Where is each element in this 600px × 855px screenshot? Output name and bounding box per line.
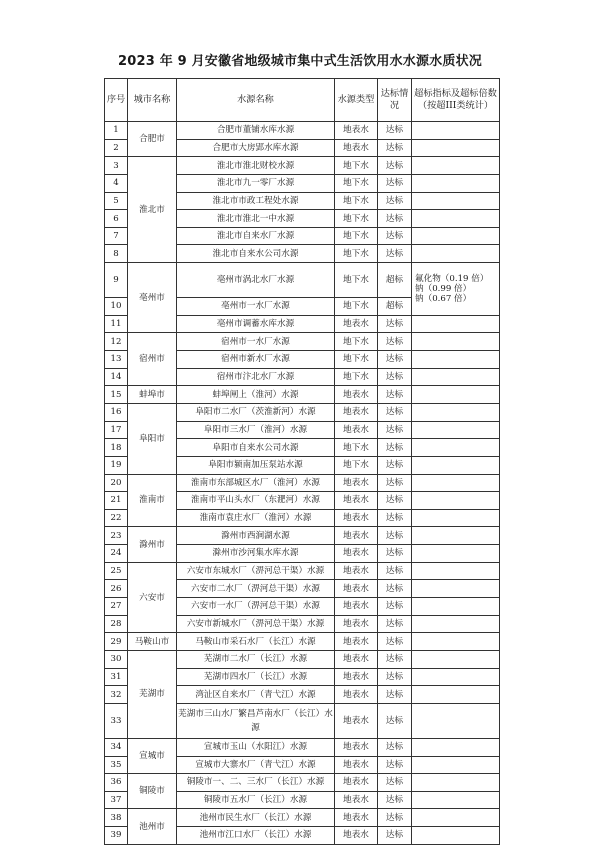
status-value: 超标 xyxy=(378,263,412,298)
status-value: 达标 xyxy=(378,703,412,738)
source-name: 六安市东城水厂（淠河总干渠）水源 xyxy=(177,562,335,580)
row-number: 3 xyxy=(105,157,128,175)
exceed-empty xyxy=(412,791,500,809)
exceed-empty xyxy=(412,562,500,580)
source-name: 阜阳市三水厂（淮河）水源 xyxy=(177,421,335,439)
row-number: 14 xyxy=(105,368,128,386)
source-type: 地表水 xyxy=(335,598,378,616)
city-name: 宣城市 xyxy=(128,738,177,773)
header-type: 水源类型 xyxy=(335,79,378,122)
status-value: 达标 xyxy=(378,738,412,756)
table-row xyxy=(105,738,500,756)
status-value: 达标 xyxy=(378,492,412,510)
source-type: 地表水 xyxy=(335,509,378,527)
exceed-empty xyxy=(412,210,500,228)
row-number: 39 xyxy=(105,827,128,845)
exceed-empty xyxy=(412,809,500,827)
source-type: 地下水 xyxy=(335,351,378,369)
row-number: 38 xyxy=(105,809,128,827)
source-type: 地表水 xyxy=(335,474,378,492)
source-name: 淮北市九一零厂水源 xyxy=(177,174,335,192)
source-name: 湾沚区自来水厂（青弋江）水源 xyxy=(177,686,335,704)
source-name: 宿州市一水厂水源 xyxy=(177,333,335,351)
row-number: 23 xyxy=(105,527,128,545)
status-value: 达标 xyxy=(378,386,412,404)
status-value: 达标 xyxy=(378,598,412,616)
row-number: 31 xyxy=(105,668,128,686)
exceed-empty xyxy=(412,633,500,651)
exceed-empty xyxy=(412,545,500,563)
source-name: 淮北市淮北财校水源 xyxy=(177,157,335,175)
exceed-empty xyxy=(412,474,500,492)
status-value: 达标 xyxy=(378,686,412,704)
table-row xyxy=(105,333,500,351)
exceed-empty xyxy=(412,580,500,598)
status-value: 达标 xyxy=(378,756,412,774)
source-type: 地表水 xyxy=(335,580,378,598)
water-quality-table xyxy=(104,78,500,845)
city-name: 淮南市 xyxy=(128,474,177,527)
source-type: 地下水 xyxy=(335,174,378,192)
row-number: 12 xyxy=(105,333,128,351)
source-name: 铜陵市五水厂（长江）水源 xyxy=(177,791,335,809)
exceed-empty xyxy=(412,174,500,192)
source-type: 地下水 xyxy=(335,210,378,228)
source-name: 淮北市自来水厂水源 xyxy=(177,227,335,245)
row-number: 2 xyxy=(105,139,128,157)
source-name: 阜阳市自来水公司水源 xyxy=(177,439,335,457)
row-number: 8 xyxy=(105,245,128,263)
source-name: 淮南市东部城区水厂（淮河）水源 xyxy=(177,474,335,492)
source-type: 地表水 xyxy=(335,492,378,510)
exceed-empty xyxy=(412,122,500,140)
table-row xyxy=(105,403,500,421)
row-number: 10 xyxy=(105,298,128,316)
source-type: 地表水 xyxy=(335,545,378,563)
source-type: 地表水 xyxy=(335,562,378,580)
row-number: 29 xyxy=(105,633,128,651)
header-seq: 序号 xyxy=(105,79,128,122)
exceed-empty xyxy=(412,157,500,175)
exceed-empty xyxy=(412,421,500,439)
city-name: 合肥市 xyxy=(128,122,177,157)
source-name: 淮南市平山头水厂（东淝河）水源 xyxy=(177,492,335,510)
status-value: 达标 xyxy=(378,403,412,421)
table-body xyxy=(105,122,500,845)
row-number: 15 xyxy=(105,386,128,404)
source-name: 淮北市市政工程处水源 xyxy=(177,192,335,210)
table-row xyxy=(105,157,500,175)
source-type: 地下水 xyxy=(335,263,378,298)
status-value: 达标 xyxy=(378,421,412,439)
source-type: 地下水 xyxy=(335,245,378,263)
exceed-empty xyxy=(412,527,500,545)
status-value: 达标 xyxy=(378,227,412,245)
exceed-empty xyxy=(412,650,500,668)
row-number: 25 xyxy=(105,562,128,580)
status-value: 达标 xyxy=(378,509,412,527)
row-number: 11 xyxy=(105,315,128,333)
row-number: 27 xyxy=(105,598,128,616)
table-row xyxy=(105,527,500,545)
exceed-empty xyxy=(412,456,500,474)
row-number: 19 xyxy=(105,456,128,474)
source-name: 淮南市袁庄水厂（淮河）水源 xyxy=(177,509,335,527)
exceed-empty xyxy=(412,386,500,404)
row-number: 1 xyxy=(105,122,128,140)
exceed-empty xyxy=(412,245,500,263)
status-value: 达标 xyxy=(378,809,412,827)
row-number: 16 xyxy=(105,403,128,421)
source-name: 滁州市西涧湖水源 xyxy=(177,527,335,545)
page-title: 2023 年 9 月安徽省地级城市集中式生活饮用水水源水质状况 xyxy=(117,54,482,69)
source-type: 地表水 xyxy=(335,403,378,421)
status-value: 达标 xyxy=(378,580,412,598)
source-name: 六安市新城水厂（淠河总干渠）水源 xyxy=(177,615,335,633)
header-row xyxy=(105,79,500,122)
row-number: 36 xyxy=(105,774,128,792)
source-type: 地下水 xyxy=(335,439,378,457)
row-number: 9 xyxy=(105,263,128,298)
header-source: 水源名称 xyxy=(177,79,335,122)
row-number: 28 xyxy=(105,615,128,633)
table-row xyxy=(105,633,500,651)
row-number: 17 xyxy=(105,421,128,439)
source-name: 宣城市大寨水厂（青弋江）水源 xyxy=(177,756,335,774)
source-name: 宿州市新水厂水源 xyxy=(177,351,335,369)
exceed-empty xyxy=(412,686,500,704)
row-number: 13 xyxy=(105,351,128,369)
status-value: 达标 xyxy=(378,633,412,651)
status-value: 达标 xyxy=(378,351,412,369)
status-value: 达标 xyxy=(378,774,412,792)
source-name: 芜湖市四水厂（长江）水源 xyxy=(177,668,335,686)
city-name: 亳州市 xyxy=(128,263,177,333)
source-name: 亳州市一水厂水源 xyxy=(177,298,335,316)
source-type: 地表水 xyxy=(335,139,378,157)
status-value: 达标 xyxy=(378,157,412,175)
status-value: 达标 xyxy=(378,827,412,845)
status-value: 达标 xyxy=(378,122,412,140)
row-number: 18 xyxy=(105,439,128,457)
source-type: 地下水 xyxy=(335,192,378,210)
exceed-empty xyxy=(412,227,500,245)
source-name: 六安市二水厂（淠河总干渠）水源 xyxy=(177,580,335,598)
exceed-empty xyxy=(412,403,500,421)
row-number: 24 xyxy=(105,545,128,563)
exceed-empty xyxy=(412,668,500,686)
header-city: 城市名称 xyxy=(128,79,177,122)
city-name: 池州市 xyxy=(128,809,177,844)
source-type: 地表水 xyxy=(335,315,378,333)
city-name: 蚌埠市 xyxy=(128,386,177,404)
source-type: 地表水 xyxy=(335,686,378,704)
status-value: 达标 xyxy=(378,210,412,228)
source-name: 芜湖市二水厂（长江）水源 xyxy=(177,650,335,668)
source-type: 地表水 xyxy=(335,827,378,845)
row-number: 21 xyxy=(105,492,128,510)
source-type: 地下水 xyxy=(335,456,378,474)
exceed-line: 钠（0.99 倍） xyxy=(415,283,472,294)
status-value: 达标 xyxy=(378,315,412,333)
source-name: 淮北市淮北一中水源 xyxy=(177,210,335,228)
source-type: 地表水 xyxy=(335,703,378,738)
table-row xyxy=(105,386,500,404)
source-type: 地表水 xyxy=(335,421,378,439)
table-row xyxy=(105,263,500,298)
source-type: 地表水 xyxy=(335,386,378,404)
status-value: 达标 xyxy=(378,615,412,633)
table-row xyxy=(105,474,500,492)
city-name: 淮北市 xyxy=(128,157,177,263)
status-value: 达标 xyxy=(378,474,412,492)
source-type: 地下水 xyxy=(335,333,378,351)
city-name: 铜陵市 xyxy=(128,774,177,809)
table-row xyxy=(105,122,500,140)
status-value: 达标 xyxy=(378,650,412,668)
source-name: 淮北市自来水公司水源 xyxy=(177,245,335,263)
exceed-empty xyxy=(412,827,500,845)
source-type: 地表水 xyxy=(335,615,378,633)
exceed-line: 钠（0.67 倍） xyxy=(415,293,472,304)
row-number: 34 xyxy=(105,738,128,756)
source-type: 地表水 xyxy=(335,738,378,756)
source-name: 亳州市涡北水厂水源 xyxy=(177,263,335,298)
exceed-empty xyxy=(412,598,500,616)
header-status: 达标情况 xyxy=(378,79,412,122)
status-value: 达标 xyxy=(378,545,412,563)
source-type: 地表水 xyxy=(335,809,378,827)
source-name: 阜阳市二水厂（茨淮新河）水源 xyxy=(177,403,335,421)
exceed-empty xyxy=(412,192,500,210)
city-name: 阜阳市 xyxy=(128,403,177,474)
header-exceed: 超标指标及超标倍数（按超III类统计） xyxy=(412,79,500,122)
source-type: 地表水 xyxy=(335,774,378,792)
source-name: 宿州市汴北水厂水源 xyxy=(177,368,335,386)
source-name: 池州市民生水厂（长江）水源 xyxy=(177,809,335,827)
source-name: 滁州市沙河集水库水源 xyxy=(177,545,335,563)
row-number: 26 xyxy=(105,580,128,598)
city-name: 六安市 xyxy=(128,562,177,633)
source-name: 阜阳市颍南加压泵站水源 xyxy=(177,456,335,474)
source-type: 地下水 xyxy=(335,298,378,316)
status-value: 达标 xyxy=(378,562,412,580)
exceed-note xyxy=(412,263,500,316)
row-number: 5 xyxy=(105,192,128,210)
row-number: 22 xyxy=(105,509,128,527)
city-name: 马鞍山市 xyxy=(128,633,177,651)
exceed-empty xyxy=(412,351,500,369)
source-name: 铜陵市一、二、三水厂（长江）水源 xyxy=(177,774,335,792)
source-type: 地下水 xyxy=(335,227,378,245)
exceed-empty xyxy=(412,333,500,351)
exceed-empty xyxy=(412,439,500,457)
source-name: 芜湖市三山水厂繁昌芦南水厂（长江）水源 xyxy=(177,703,335,738)
exceed-empty xyxy=(412,703,500,738)
status-value: 达标 xyxy=(378,439,412,457)
city-name: 宿州市 xyxy=(128,333,177,386)
source-name: 六安市一水厂（淠河总干渠）水源 xyxy=(177,598,335,616)
status-value: 达标 xyxy=(378,527,412,545)
source-type: 地表水 xyxy=(335,650,378,668)
status-value: 达标 xyxy=(378,791,412,809)
status-value: 达标 xyxy=(378,245,412,263)
exceed-empty xyxy=(412,615,500,633)
row-number: 33 xyxy=(105,703,128,738)
table-row xyxy=(105,774,500,792)
source-type: 地表水 xyxy=(335,527,378,545)
source-name: 宣城市玉山（水阳江）水源 xyxy=(177,738,335,756)
exceed-empty xyxy=(412,756,500,774)
status-value: 超标 xyxy=(378,298,412,316)
exceed-empty xyxy=(412,315,500,333)
row-number: 7 xyxy=(105,227,128,245)
row-number: 35 xyxy=(105,756,128,774)
status-value: 达标 xyxy=(378,139,412,157)
status-value: 达标 xyxy=(378,192,412,210)
exceed-empty xyxy=(412,774,500,792)
source-type: 地表水 xyxy=(335,668,378,686)
source-name: 亳州市调蓄水库水源 xyxy=(177,315,335,333)
status-value: 达标 xyxy=(378,456,412,474)
source-name: 马鞍山市采石水厂（长江）水源 xyxy=(177,633,335,651)
source-name: 池州市江口水厂（长江）水源 xyxy=(177,827,335,845)
exceed-line: 氟化物（0.19 倍） xyxy=(415,273,489,284)
source-type: 地下水 xyxy=(335,368,378,386)
source-type: 地表水 xyxy=(335,122,378,140)
exceed-empty xyxy=(412,368,500,386)
city-name: 滁州市 xyxy=(128,527,177,562)
exceed-empty xyxy=(412,492,500,510)
table-row xyxy=(105,650,500,668)
status-value: 达标 xyxy=(378,333,412,351)
source-name: 蚌埠闸上（淮河）水源 xyxy=(177,386,335,404)
exceed-empty xyxy=(412,738,500,756)
row-number: 32 xyxy=(105,686,128,704)
table-row xyxy=(105,562,500,580)
city-name: 芜湖市 xyxy=(128,650,177,738)
source-name: 合肥市董铺水库水源 xyxy=(177,122,335,140)
status-value: 达标 xyxy=(378,174,412,192)
row-number: 37 xyxy=(105,791,128,809)
exceed-empty xyxy=(412,139,500,157)
row-number: 4 xyxy=(105,174,128,192)
source-type: 地下水 xyxy=(335,157,378,175)
source-name: 合肥市大房郢水库水源 xyxy=(177,139,335,157)
row-number: 30 xyxy=(105,650,128,668)
status-value: 达标 xyxy=(378,668,412,686)
table-row xyxy=(105,809,500,827)
row-number: 20 xyxy=(105,474,128,492)
status-value: 达标 xyxy=(378,368,412,386)
exceed-empty xyxy=(412,509,500,527)
row-number: 6 xyxy=(105,210,128,228)
source-type: 地表水 xyxy=(335,791,378,809)
source-type: 地表水 xyxy=(335,633,378,651)
source-type: 地表水 xyxy=(335,756,378,774)
